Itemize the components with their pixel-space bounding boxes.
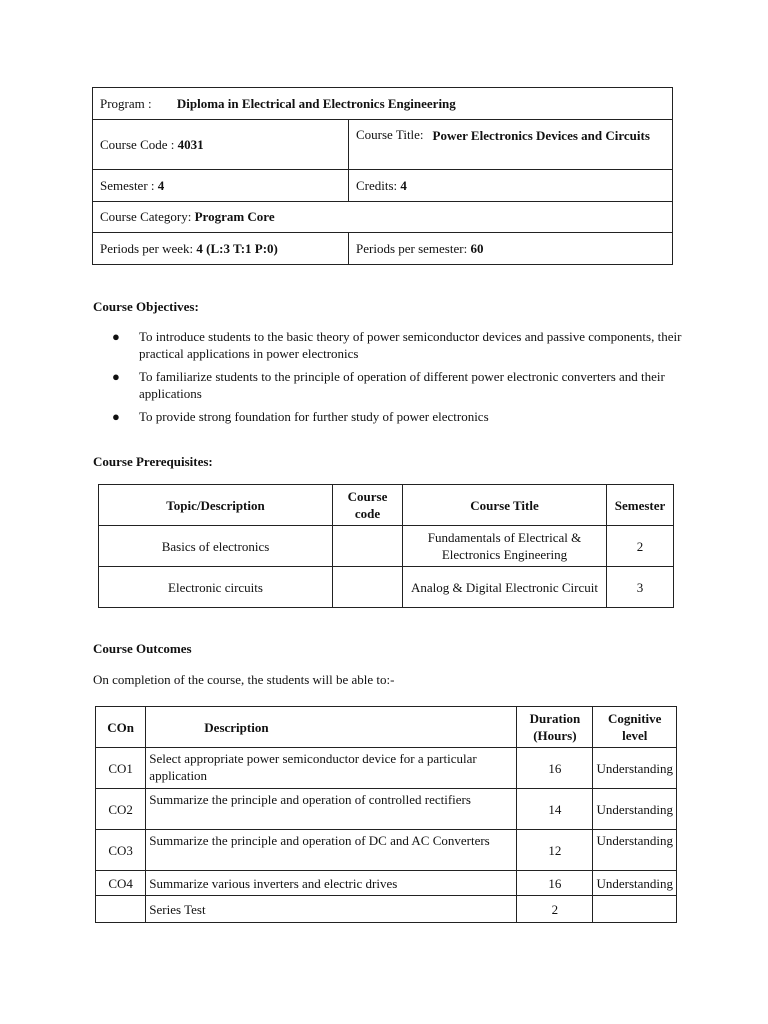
con-cell: [96, 896, 146, 923]
program-cell: [93, 88, 673, 120]
semester-cell: [93, 170, 349, 202]
semester-cell: 2: [607, 526, 674, 567]
description-cell: Series Test: [146, 896, 517, 923]
header-description: Description: [146, 707, 517, 748]
category-label: Course Category:: [100, 209, 192, 224]
title-cell: Analog & Digital Electronic Circuit: [403, 567, 607, 608]
level-cell: Understanding: [593, 830, 677, 871]
semester-value: 4: [157, 177, 165, 193]
description-cell: Summarize the principle and operation of controlled rectifiers: [146, 789, 517, 830]
header-course-title: Course Title: [403, 485, 607, 526]
duration-cell: 16: [517, 748, 593, 789]
table-row: [96, 748, 677, 789]
course-code-label: Course Code :: [100, 136, 175, 152]
semester-label: Semester :: [100, 177, 155, 193]
periods-semester-label: Periods per semester:: [356, 240, 468, 256]
objective-text: To familiarize students to the principle of operation of different power electronic converters and their applications: [139, 369, 665, 401]
category-value: Program Core: [194, 209, 275, 224]
table-row: [99, 567, 674, 608]
con-cell: CO4: [96, 871, 146, 896]
course-code-cell: [93, 120, 349, 170]
con-cell: CO2: [96, 789, 146, 830]
duration-cell: 12: [517, 830, 593, 871]
header-course-code: Course code: [333, 485, 403, 526]
level-cell: [593, 896, 677, 923]
level-cell: Understanding: [593, 871, 677, 896]
category-cell: [93, 202, 673, 233]
bullet-icon: ●: [112, 329, 120, 344]
course-title-value: Power Electronics Devices and Circuits: [432, 128, 650, 143]
credits-label: Credits:: [356, 177, 398, 193]
header-con: COn: [96, 707, 146, 748]
table-header-row: [99, 485, 674, 526]
bullet-icon: ●: [112, 409, 120, 424]
objectives-list: [112, 328, 682, 431]
topic-cell: Basics of electronics: [99, 526, 333, 567]
con-cell: CO3: [96, 830, 146, 871]
outcomes-heading: Course Outcomes: [93, 641, 192, 656]
duration-cell: 2: [517, 896, 593, 923]
course-code-value: 4031: [177, 136, 204, 152]
periods-week-value: 4 (L:3 T:1 P:0): [196, 240, 278, 256]
objective-text: To introduce students to the basic theory of power semiconductor devices and passive components, their practical applications in power electronics: [139, 329, 682, 361]
course-info-table: [92, 87, 673, 265]
list-item: [112, 328, 682, 362]
course-title-cell: [349, 120, 673, 170]
prerequisites-table: [98, 484, 674, 608]
header-semester: Semester: [607, 485, 674, 526]
periods-week-label: Periods per week:: [100, 240, 194, 256]
title-cell: Fundamentals of Electrical & Electronics Engineering: [403, 526, 607, 567]
duration-cell: 16: [517, 871, 593, 896]
periods-semester-value: 60: [470, 240, 484, 256]
list-item: [112, 408, 682, 425]
program-value: Diploma in Electrical and Electronics Engineering: [176, 95, 456, 111]
header-topic: Topic/Description: [99, 485, 333, 526]
duration-cell: 14: [517, 789, 593, 830]
description-cell: Select appropriate power semiconductor device for a particular application: [146, 748, 517, 789]
code-cell: [333, 526, 403, 567]
code-cell: [333, 567, 403, 608]
bullet-icon: ●: [112, 369, 120, 384]
course-title-label: Course Title:: [356, 127, 424, 142]
table-header-row: [96, 707, 677, 748]
description-cell: Summarize various inverters and electric drives: [146, 871, 517, 896]
list-item: [112, 368, 682, 402]
table-row: [96, 896, 677, 923]
level-cell: Understanding: [593, 748, 677, 789]
con-cell: CO1: [96, 748, 146, 789]
credits-cell: [349, 170, 673, 202]
table-row: [96, 789, 677, 830]
table-row: [96, 871, 677, 896]
semester-cell: 3: [607, 567, 674, 608]
table-row: [99, 526, 674, 567]
level-cell: Understanding: [593, 789, 677, 830]
topic-cell: Electronic circuits: [99, 567, 333, 608]
outcomes-table: [95, 706, 677, 923]
objectives-heading: Course Objectives:: [93, 299, 199, 314]
objective-text: To provide strong foundation for further study of power electronics: [139, 409, 489, 424]
credits-value: 4: [400, 177, 407, 193]
periods-week-cell: [93, 233, 349, 265]
header-cognitive-level: Cognitive level: [593, 707, 677, 748]
table-row: [96, 830, 677, 871]
description-cell: Summarize the principle and operation of DC and AC Converters: [146, 830, 517, 871]
header-duration: Duration (Hours): [517, 707, 593, 748]
periods-semester-cell: [349, 233, 673, 265]
program-label: Program :: [100, 95, 152, 111]
prerequisites-heading: Course Prerequisites:: [93, 454, 213, 469]
outcomes-intro: On completion of the course, the students will be able to:-: [93, 672, 395, 687]
